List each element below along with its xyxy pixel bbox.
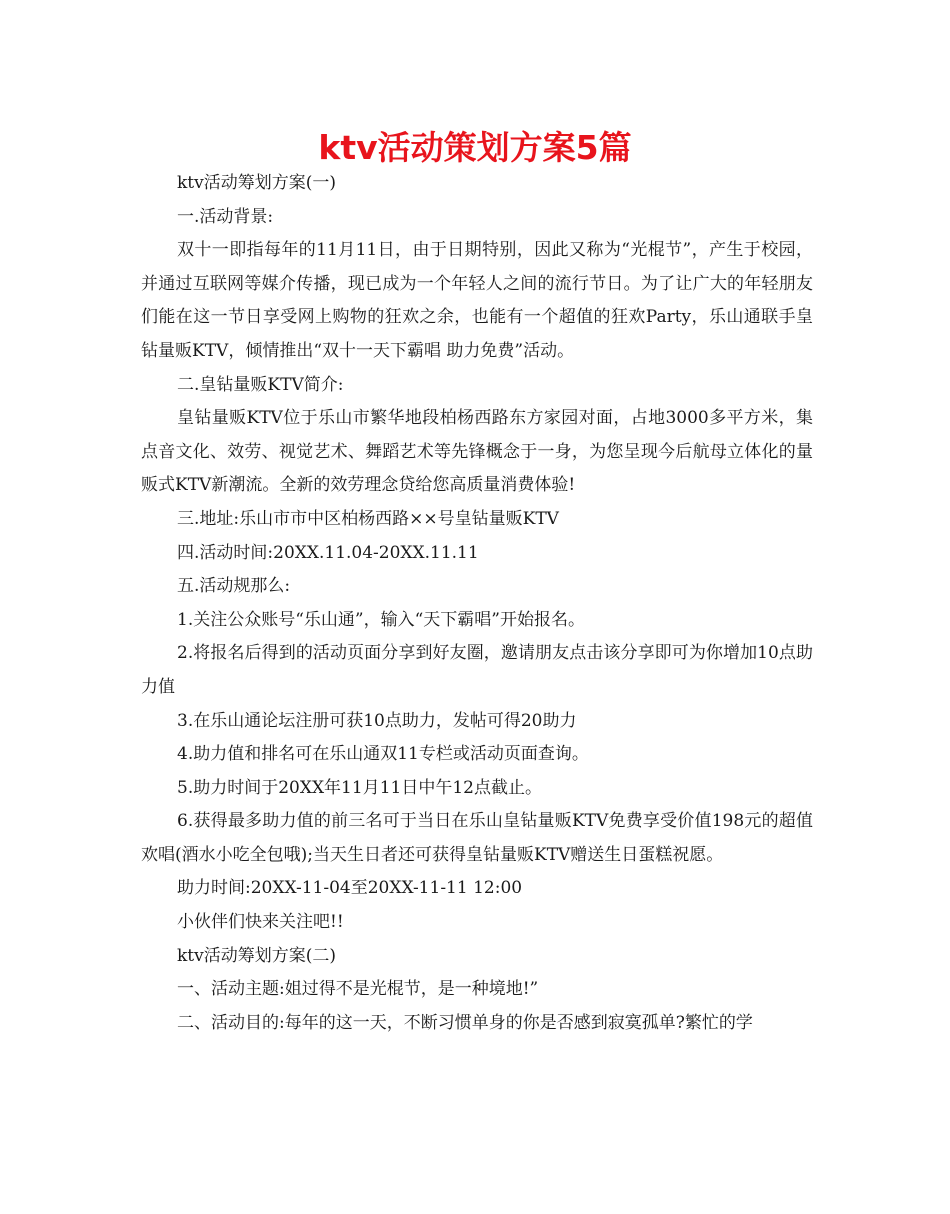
- paragraph: 四.活动时间:20XX.11.04-20XX.11.11: [177, 542, 479, 563]
- paragraph: 双十一即指每年的11月11日，由于日期特别，因此又称为“光棍节”，产生于校园，并通过互联网等媒介传播，现已成为一个年轻人之间的流行节日。为了让广大的年轻朋友们能在这一节日享受网上购物的狂欢之余，也能有一个超值的狂欢Party，乐山通联手皇钻量贩KTV，倾情推出“双十一天下霸唱 助力免费”活动。: [141, 240, 813, 361]
- paragraph: ktv活动筹划方案(一): [177, 173, 337, 193]
- paragraph: 皇钻量贩KTV位于乐山市繁华地段柏杨西路东方家园对面，占地3000多平方米，集点音文化、效劳、视觉艺术、舞蹈艺术等先锋概念于一身，为您呈现今后航母立体化的量贩式KTV新潮流。全新的效劳理念贷给您高质量消费体验!: [141, 408, 813, 496]
- paragraph: 一.活动背景:: [177, 206, 274, 227]
- paragraph: 6.获得最多助力值的前三名可于当日在乐山皇钻量贩KTV免费享受价值198元的超值欢唱(酒水小吃全包哦);当天生日者还可获得皇钻量贩KTV赠送生日蛋糕祝愿。: [141, 811, 813, 865]
- paragraph: 3.在乐山通论坛注册可获10点助力，发帖可得20助力: [177, 710, 577, 731]
- document-title: ktv活动策划方案5篇: [318, 128, 632, 167]
- paragraph: 小伙伴们快来关注吧!!: [177, 912, 344, 933]
- paragraph: 五.活动规那么:: [177, 576, 291, 597]
- paragraph: 三.地址:乐山市市中区柏杨西路××号皇钻量贩KTV: [177, 508, 559, 529]
- paragraph: 一、活动主题:姐过得不是光棍节，是一种境地!”: [177, 979, 539, 1000]
- paragraph: 二.皇钻量贩KTV简介:: [177, 374, 344, 395]
- paragraph: 1.关注公众账号“乐山通”，输入“天下霸唱”开始报名。: [177, 609, 585, 630]
- paragraph: 助力时间:20XX-11-04至20XX-11-11 12:00: [177, 878, 523, 899]
- paragraph: ktv活动筹划方案(二): [177, 945, 337, 966]
- document-body: [141, 167, 813, 1040]
- paragraph: 4.助力值和排名可在乐山通双11专栏或活动页面查询。: [177, 744, 589, 765]
- paragraph: 二、活动目的:每年的这一天，不断习惯单身的你是否感到寂寞孤单?繁忙的学: [177, 1012, 753, 1033]
- paragraph: 2.将报名后得到的活动页面分享到好友圈，邀请朋友点击该分享即可为你增加10点助力值: [141, 643, 813, 697]
- paragraph: 5.助力时间于20XX年11月11日中午12点截止。: [177, 777, 542, 798]
